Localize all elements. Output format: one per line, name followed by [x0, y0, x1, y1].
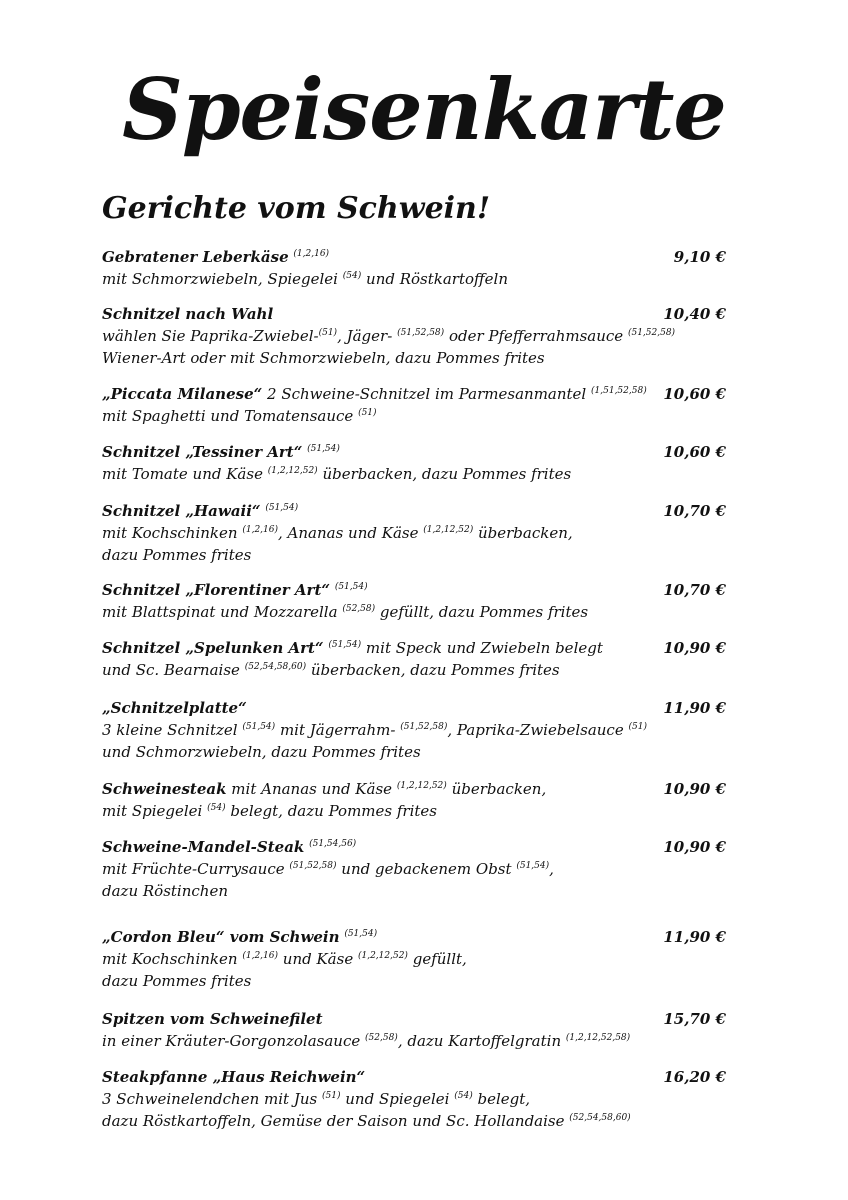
- allergen-note: (54): [342, 271, 362, 281]
- allergen-note: (1,2,16): [242, 525, 278, 535]
- item-price: 10,70 €: [663, 581, 726, 599]
- allergen-note: (1,2,12,52,58): [565, 1033, 631, 1043]
- item-price: 9,10 €: [673, 248, 726, 266]
- item-description: mit Schmorzwiebeln, Spiegelei: [102, 270, 338, 288]
- menu-item: [102, 383, 726, 427]
- item-description: , Paprika-Zwiebelsauce: [447, 721, 624, 739]
- allergen-note: (51): [628, 722, 647, 732]
- section-title: Gerichte vom Schwein!: [102, 191, 491, 226]
- item-description: mit Tomate und Käse: [102, 465, 263, 483]
- item-description: oder Pfefferrahmsauce: [448, 327, 624, 345]
- menu-item: [102, 579, 726, 623]
- item-description: , Jäger-: [337, 327, 393, 345]
- item-description: mit Früchte-Currysauce: [102, 860, 285, 878]
- item-description: belegt, dazu Pommes frites: [230, 802, 437, 820]
- item-description: und Röstkartoffeln: [366, 270, 508, 288]
- item-name: Steakpfanne „Haus Reichwein“: [102, 1068, 366, 1086]
- item-description: gefüllt,: [412, 950, 467, 968]
- item-description: belegt,: [477, 1090, 531, 1108]
- item-description: überbacken, dazu Pommes frites: [310, 661, 560, 679]
- item-price: 10,60 €: [663, 385, 726, 403]
- allergen-note: (1,2,12,52): [423, 525, 474, 535]
- item-name: „Piccata Milanese“: [102, 385, 263, 403]
- item-name: Schnitzel „Tessiner Art“: [102, 443, 303, 461]
- allergen-note: (1,2,16): [242, 951, 278, 961]
- item-name: „Cordon Bleu“ vom Schwein: [102, 928, 340, 946]
- menu-item: [102, 246, 726, 290]
- item-name: Schnitzel „Spelunken Art“: [102, 639, 324, 657]
- allergen-note: (51): [358, 408, 377, 418]
- item-name: Gebratener Leberkäse: [102, 248, 289, 266]
- allergen-note: (51,54,56): [309, 839, 357, 849]
- allergen-note: (51,54): [307, 444, 340, 454]
- item-description: überbacken, dazu Pommes frites: [322, 465, 572, 483]
- item-description: und Spiegelei: [345, 1090, 450, 1108]
- item-description: und gebackenem Obst: [341, 860, 512, 878]
- allergen-note: (54): [454, 1091, 473, 1101]
- item-description: dazu Pommes frites: [102, 546, 252, 564]
- item-name: Schweine-Mandel-Steak: [102, 838, 305, 856]
- item-description: , dazu Kartoffelgratin: [397, 1032, 562, 1050]
- item-description: und Schmorzwiebeln, dazu Pommes frites: [102, 743, 421, 761]
- item-description: wählen Sie Paprika-Zwiebel-: [102, 327, 319, 345]
- item-description: dazu Röstinchen: [102, 882, 228, 900]
- item-description: dazu Röstkartoffeln, Gemüse der Saison und Sc. Hollandaise: [102, 1112, 565, 1130]
- allergen-note: (51): [318, 328, 338, 338]
- menu-item: [102, 1008, 726, 1052]
- allergen-note: (51,54): [344, 929, 378, 939]
- item-description: mit Jägerrahm-: [279, 721, 396, 739]
- allergen-note: (51,52,58): [289, 861, 337, 871]
- item-description: dazu Pommes frites: [102, 972, 252, 990]
- item-price: 10,90 €: [663, 639, 726, 657]
- item-description: und Sc. Bearnaise: [102, 661, 240, 679]
- allergen-note: (51,54): [334, 582, 368, 592]
- menu-item: [102, 637, 726, 681]
- item-name: „Schnitzelplatte“: [102, 699, 247, 717]
- menu-item: [102, 303, 726, 369]
- menu-item: [102, 441, 726, 485]
- allergen-note: (1,2,12,52): [396, 781, 447, 791]
- item-description: mit Spaghetti und Tomatensauce: [102, 407, 354, 425]
- item-description: in einer Kräuter-Gorgonzolasauce: [102, 1032, 361, 1050]
- item-description: überbacken,: [451, 780, 547, 798]
- allergen-note: (51,54): [242, 722, 276, 732]
- allergen-note: (52,58): [342, 604, 376, 614]
- item-description: mit Kochschinken: [102, 524, 238, 542]
- item-price: 10,60 €: [663, 443, 726, 461]
- item-description: mit Speck und Zwiebeln belegt: [365, 639, 603, 657]
- item-price: 11,90 €: [663, 928, 726, 946]
- allergen-note: (54): [207, 803, 226, 813]
- item-description: ,: [549, 860, 554, 878]
- allergen-note: (1,2,16): [293, 249, 330, 259]
- item-name: Schnitzel „Florentiner Art“: [102, 581, 331, 599]
- item-price: 16,20 €: [663, 1068, 726, 1086]
- item-price: 10,70 €: [663, 502, 726, 520]
- menu-item: [102, 697, 726, 763]
- item-price: 10,90 €: [663, 838, 726, 856]
- allergen-note: (1,2,12,52): [357, 951, 408, 961]
- item-price: 11,90 €: [663, 699, 726, 717]
- item-description: Wiener-Art oder mit Schmorzwiebeln, dazu Pommes frites: [102, 349, 545, 367]
- item-description: mit Blattspinat und Mozzarella: [102, 603, 338, 621]
- allergen-note: (51,54): [328, 640, 362, 650]
- allergen-note: (51,52,58): [397, 328, 445, 338]
- item-description: mit Ananas und Käse: [231, 780, 393, 798]
- allergen-note: (1,2,12,52): [267, 466, 318, 476]
- item-description: und Käse: [282, 950, 354, 968]
- allergen-note: (51): [321, 1091, 341, 1101]
- menu-item: [102, 836, 726, 902]
- item-price: 15,70 €: [663, 1010, 726, 1028]
- item-description: 3 Schweinelendchen mit Jus: [102, 1090, 318, 1108]
- item-description: mit Kochschinken: [102, 950, 238, 968]
- item-description: gefüllt, dazu Pommes frites: [379, 603, 589, 621]
- allergen-note: (52,58): [365, 1033, 398, 1043]
- item-name: Spitzen vom Schweinefilet: [102, 1010, 323, 1028]
- item-name: Schweinesteak: [102, 780, 227, 798]
- allergen-note: (52,54,58,60): [244, 662, 307, 672]
- allergen-note: (51,52,58): [627, 328, 676, 338]
- menu-item: [102, 500, 726, 566]
- item-description: 2 Schweine-Schnitzel im Parmesanmantel: [267, 385, 587, 403]
- allergen-note: (51,54): [516, 861, 550, 871]
- item-name: Schnitzel nach Wahl: [102, 305, 274, 323]
- item-description: überbacken,: [478, 524, 573, 542]
- menu-item: [102, 778, 726, 822]
- allergen-note: (1,51,52,58): [591, 386, 647, 396]
- allergen-note: (51,52,58): [400, 722, 448, 732]
- item-price: 10,40 €: [663, 305, 726, 323]
- page-title: Speisenkarte: [122, 60, 726, 159]
- item-description: 3 kleine Schnitzel: [102, 721, 238, 739]
- item-name: Schnitzel „Hawaii“: [102, 502, 261, 520]
- allergen-note: (52,54,58,60): [569, 1113, 631, 1123]
- item-description: , Ananas und Käse: [278, 524, 419, 542]
- item-price: 10,90 €: [663, 780, 726, 798]
- item-description: mit Spiegelei: [102, 802, 203, 820]
- menu-item: [102, 926, 726, 992]
- menu-item: [102, 1066, 726, 1132]
- allergen-note: (51,54): [265, 503, 299, 513]
